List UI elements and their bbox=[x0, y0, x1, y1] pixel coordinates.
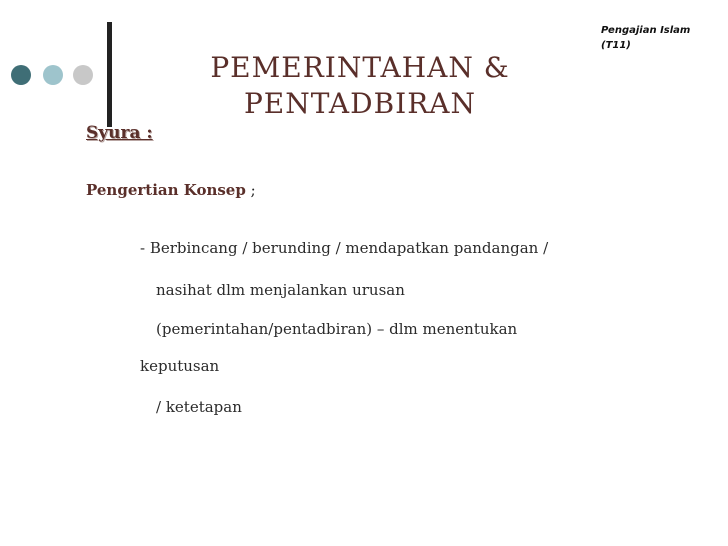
syura-heading: Syura : bbox=[86, 123, 153, 143]
body-line: keputusan bbox=[140, 357, 220, 375]
body-line: - Berbincang / berunding / mendapatkan pandangan / bbox=[140, 239, 549, 257]
course-label-line2: (T11) bbox=[601, 40, 631, 51]
course-label bbox=[601, 23, 721, 53]
slide-title-line1: PEMERINTAHAN & bbox=[210, 51, 510, 84]
slide-title-line2: PENTADBIRAN bbox=[243, 87, 477, 120]
decor-dot-light bbox=[43, 65, 63, 85]
body-line: / ketetapan bbox=[156, 398, 242, 416]
course-label-line1: Pengajian Islam bbox=[601, 25, 691, 36]
concept-suffix: ; bbox=[245, 181, 256, 199]
concept-line bbox=[86, 181, 256, 199]
decor-dot-grey bbox=[73, 65, 93, 85]
slide-title bbox=[150, 50, 570, 122]
decor-dot-dark bbox=[11, 65, 31, 85]
body-line: (pemerintahan/pentadbiran) – dlm menentukan bbox=[156, 320, 518, 338]
concept-label: Pengertian Konsep bbox=[86, 181, 246, 199]
body-line: nasihat dlm menjalankan urusan bbox=[156, 281, 405, 299]
decor-vertical-bar bbox=[107, 22, 112, 127]
